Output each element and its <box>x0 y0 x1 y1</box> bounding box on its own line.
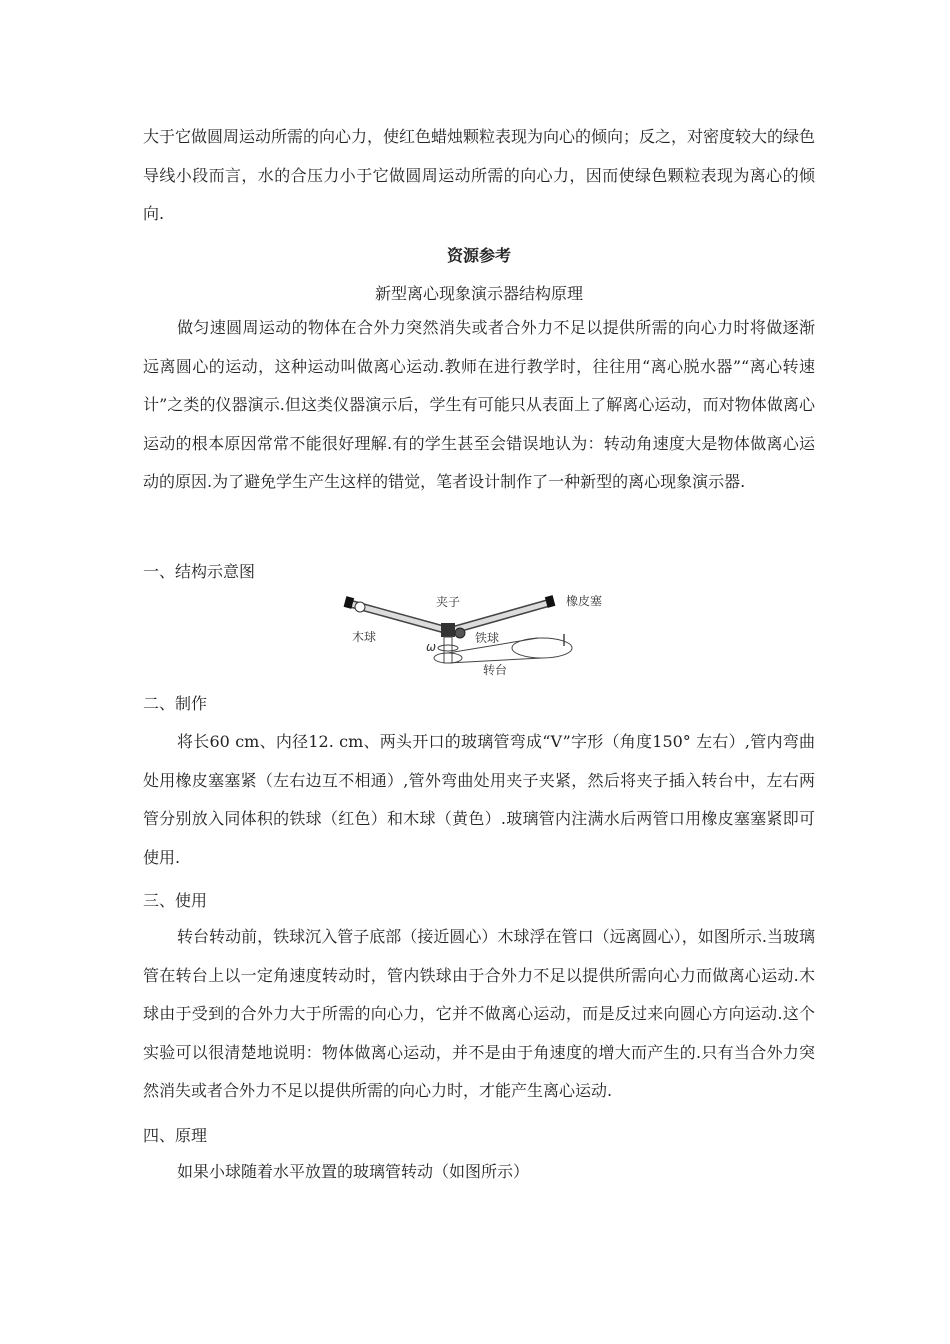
iron-ball <box>455 628 465 638</box>
right-tube-inner <box>453 602 552 630</box>
heading-principle: 四、原理 <box>143 1126 208 1145</box>
label-omega: ω <box>426 640 437 654</box>
heading-usage: 三、使用 <box>143 891 208 910</box>
wood-ball <box>355 602 365 612</box>
label-clip: 夹子 <box>436 595 461 609</box>
label-iron-ball: 铁球 <box>475 631 500 645</box>
paragraph-making: 将长60 cm、内径12. cm、两头开口的玻璃管弯成“V”字形（角度150° 左右）,管内弯曲处用橡皮塞塞紧（左右边互不相通）,管外弯曲处用夹子夹紧，然后将夹子插入转台中，左右两管分别放入同体积的铁球（红色）和木球（黄色）.玻璃管内注满水后两管口用橡皮塞塞紧即可使用. <box>143 732 815 867</box>
heading-making: 二、制作 <box>143 694 208 713</box>
label-turntable: 转台 <box>483 663 508 677</box>
shaft <box>444 637 452 663</box>
paragraph-principle: 如果小球随着水平放置的玻璃管转动（如图所示） <box>177 1162 530 1181</box>
structure-diagram <box>338 588 616 678</box>
section-title: 资源参考 <box>446 246 511 265</box>
label-wood-ball: 木球 <box>352 630 377 644</box>
paragraph-background: 做匀速圆周运动的物体在合外力突然消失或者合外力不足以提供所需的向心力时将做逐渐远离圆心的运动，这种运动叫做离心运动.教师在进行教学时，往往用“离心脱水器”“离心转速计”之类的仪器演示.但这类仪器演示后，学生有可能只从表面上了解离心运动，而对物体做离心运动的根本原因常常不能很好理解.有的学生甚至会错误地认为：转动角速度大是物体做离心运动的原因.为了避免学生产生这样的错觉，笔者设计制作了一种新型的离心现象演示器. <box>143 318 815 491</box>
paragraph-usage: 转台转动前，铁球沉入管子底部（接近圆心）木球浮在管口（远离圆心），如图所示.当玻璃管在转台上以一定角速度转动时，管内铁球由于合外力不足以提供所需向心力而做离心运动.木球由于受到的合外力大于所需的向心力，它并不做离心运动，而是反过来向圆心方向运动.这个实验可以很清楚地说明：物体做离心运动，并不是由于角速度的增大而产生的.只有当合外力突然消失或者合外力不足以提供所需的向心力时，才能产生离心运动. <box>143 927 815 1100</box>
subtitle: 新型离心现象演示器结构原理 <box>374 284 583 303</box>
label-rubber-plug: 橡皮塞 <box>566 594 603 608</box>
intro-paragraph: 大于它做圆周运动所需的向心力，使红色蜡烛颗粒表现为向心的倾向；反之，对密度较大的绿色导线小段而言，水的合压力小于它做圆周运动所需的向心力，因而使绿色颗粒表现为离心的倾向. <box>143 127 816 223</box>
clip <box>441 623 455 637</box>
heading-structure: 一、结构示意图 <box>143 562 256 581</box>
